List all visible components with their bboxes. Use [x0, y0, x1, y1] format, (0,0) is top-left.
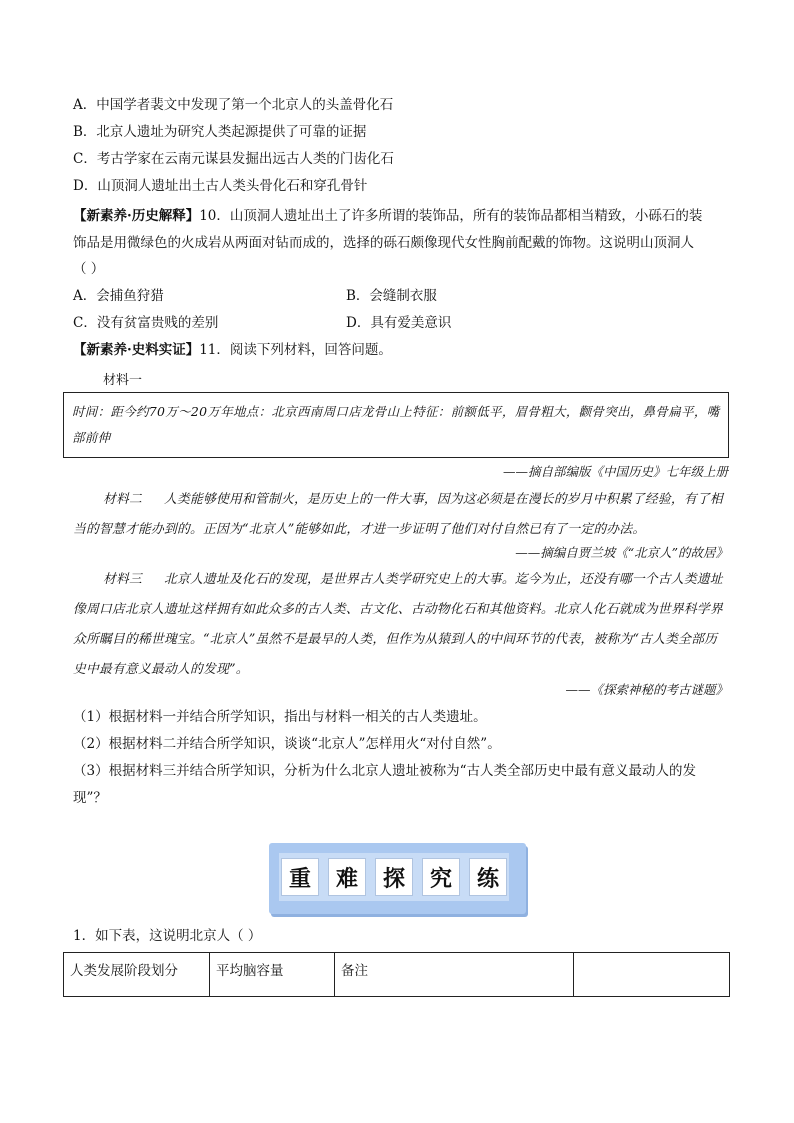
q11-question-3: （3）根据材料三并结合所学知识，分析为什么北京人遗址被称为“古人类全部历史中最有意义最动人的发 — [73, 763, 696, 779]
q9-option-b: B．北京人遗址为研究人类起源提供了可靠的证据 — [73, 124, 367, 140]
q11-heading — [73, 341, 392, 359]
material1-source: ——摘自部编版《中国历史》七年级上册 — [502, 464, 728, 479]
q11-question-2: （2）根据材料二并结合所学知识，谈谈“北京人”怎样用火“对付自然”。 — [73, 736, 501, 752]
q9-option-d: D．山顶洞人遗址出土古人类头骨化石和穿孔骨针 — [73, 178, 368, 194]
q9-option-a: A．中国学者裴文中发现了第一个北京人的头盖骨化石 — [73, 97, 394, 113]
q10-option-b: B．会缝制衣服 — [346, 288, 437, 304]
q10-option-a: A．会捕鱼狩猎 — [73, 288, 164, 304]
material2-text: 人类能够使用和管制火，是历史上的一件大事，因为这必须是在漫长的岁月中积累了经验，有了相当的智慧才能办到的。正因为“北京人”能够如此，才进一步证明了他们对付自然已有了一定的办法。 — [73, 492, 723, 537]
table-header-cell: 备注 — [335, 953, 574, 997]
q10-line1 — [73, 207, 702, 225]
material3-paragraph — [73, 565, 729, 685]
section-banner — [269, 843, 526, 914]
q10-text-line2: 饰品是用微绿色的火成岩从两面对钻而成的，选择的砾石颇像现代女性胸前配戴的饰物。这说明山顶洞人 — [73, 235, 694, 251]
material3-label: 材料三 — [103, 572, 142, 587]
material1-box: 时间：距今约70万～20万年地点：北京西南周口店龙骨山上特征：前额低平，眉骨粗大，颧骨突出，鼻骨扁平，嘴部前伸 — [63, 392, 729, 458]
table-header-cell: 人类发展阶段划分 — [64, 953, 210, 997]
q10-option-d: D．具有爱美意识 — [346, 315, 452, 331]
q11-question-3-cont: 现”？ — [73, 790, 107, 806]
material3-source: ——《探索神秘的考古谜题》 — [565, 682, 728, 697]
table-header-cell — [574, 953, 730, 997]
p1-question: 1．如下表，这说明北京人（ ） — [73, 928, 262, 944]
banner-char-2: 难 — [328, 858, 366, 896]
q11-question-1: （1）根据材料一并结合所学知识，指出与材料一相关的古人类遗址。 — [73, 709, 487, 725]
table-row — [64, 953, 730, 997]
q10-tag: 【新素养·历史解释】 — [73, 208, 200, 224]
material1-label: 材料一 — [103, 373, 143, 388]
material2-paragraph — [73, 485, 729, 545]
material2-source: ——摘编自贾兰坡《“北京人”的故居》 — [515, 545, 728, 560]
table-header-cell: 平均脑容量 — [210, 953, 335, 997]
banner-inner — [279, 853, 509, 901]
banner-char-4: 究 — [422, 858, 460, 896]
banner-char-1: 重 — [281, 858, 319, 896]
banner-char-5: 练 — [469, 858, 507, 896]
q10-bracket: （ ） — [73, 261, 105, 277]
p1-table — [63, 952, 730, 997]
q11-tag: 【新素养·史料实证】 — [73, 342, 200, 358]
banner-char-3: 探 — [375, 858, 413, 896]
q10-text-line1: 10．山顶洞人遗址出土了许多所谓的装饰品，所有的装饰品都相当精致，小砾石的装 — [199, 208, 703, 224]
material2-label: 材料二 — [103, 492, 142, 507]
q9-option-c: C．考古学家在云南元谋县发掘出远古人类的门齿化石 — [73, 151, 394, 167]
material3-text: 北京人遗址及化石的发现，是世界古人类学研究史上的大事。迄今为止，还没有哪一个古人类遗址像周口店北京人遗址这样拥有如此众多的古人类、古文化、古动物化石和其他资料。北京人化石就成为世界科学界众所瞩目的稀世瑰宝。“北京人”虽然不是最早的人类，但作为从猿到人的中间环节的代表，被称为“古人类全部历史中最有意义最动人的发现”。 — [73, 572, 723, 677]
q11-intro: 11．阅读下列材料，回答问题。 — [199, 342, 392, 358]
q10-option-c: C．没有贫富贵贱的差别 — [73, 315, 219, 331]
